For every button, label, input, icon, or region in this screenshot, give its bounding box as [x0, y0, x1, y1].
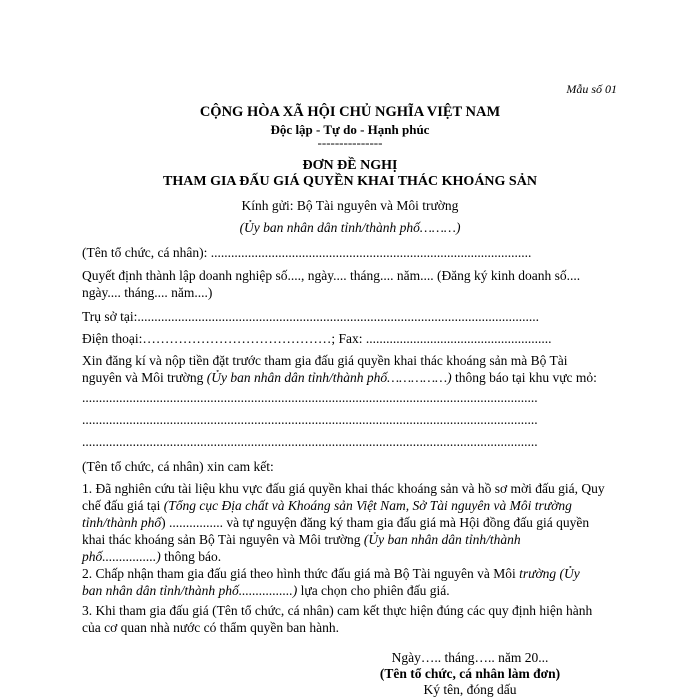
register-text-c: thông báo tại khu vực mỏ: [451, 370, 597, 385]
item-1-text-4a: khai thác khoáng sản Bộ Tài nguyên và Môi trường [82, 532, 364, 547]
item-2-text-1b: trường (Ủy [519, 566, 580, 581]
item-1-text-5a: phố................) [82, 549, 161, 564]
motto: Độc lập - Tự do - Hạnh phúc [270, 122, 430, 137]
item-2-text-2b: lựa chọn cho phiên đấu giá. [297, 583, 450, 598]
field-head-office [82, 308, 622, 325]
dotted-line-2: ....................................................................................................................................... [82, 412, 538, 427]
field-decision [82, 267, 622, 301]
dotted-line-3: ....................................................................................................................................... [82, 434, 538, 449]
signature-signer: (Tên tổ chức, cá nhân làm đơn) [379, 666, 561, 681]
commitment-heading [82, 458, 622, 475]
decision-line-2: ngày.... tháng.... năm....) [82, 285, 213, 300]
item-2-line-2 [82, 582, 622, 599]
item-1 [82, 480, 622, 565]
item-3-line-1: 3. Khi tham gia đấu giá (Tên tổ chức, cá nhân) cam kết thực hiện đúng các quy định hiện hành [82, 603, 593, 618]
item-1-text-2a: chế đấu giá tại [82, 498, 164, 513]
item-1-text-5b: thông báo. [160, 549, 222, 564]
item-1-line-2 [82, 497, 622, 514]
phone-fax-line: Điện thoại:……………………………………; Fax: ....................................................... [82, 331, 552, 346]
register-text-a: nguyên và Môi trường [82, 370, 207, 385]
item-3-line-2: của cơ quan nhà nước có thẩm quyền ban hành. [82, 620, 340, 635]
item-2-line-1 [82, 565, 622, 582]
mine-area-lines [82, 389, 622, 455]
signature-date: Ngày….. tháng….. năm 20... [391, 650, 549, 665]
head-office-line: Trụ sở tại:....................................................................................................................... [82, 309, 540, 324]
commitment-line: (Tên tổ chức, cá nhân) xin cam kết: [82, 459, 274, 474]
register-paragraph [82, 352, 622, 386]
register-line-2 [82, 369, 622, 386]
field-org-name [82, 244, 622, 261]
field-phone-fax [82, 330, 622, 347]
org-name-line: (Tên tổ chức, cá nhân): ............................................................................................... [82, 245, 532, 260]
item-1-text-3b: ) ................ và tự nguyện đăng ký tham gia đấu giá mà Hội đồng đấu giá quyền [161, 515, 590, 530]
separator: --------------- [317, 135, 383, 150]
form-number: Mẫu số 01 [566, 82, 617, 96]
item-1-line-1: 1. Đã nghiên cứu tài liệu khu vực đấu giá quyền khai thác khoáng sản và hồ sơ mời đấu giá, Quy [82, 481, 605, 496]
register-line-1: Xin đăng kí và nộp tiền đặt trước tham gia đấu giá quyền khai thác khoáng sản mà Bộ Tài [82, 353, 568, 368]
item-1-line-4 [82, 531, 622, 548]
dotted-line-1: ....................................................................................................................................... [82, 390, 538, 405]
item-2-text-1a: 2. Chấp nhận tham gia đấu giá theo hình thức đấu giá mà Bộ Tài nguyên và Môi [82, 566, 520, 581]
decision-line-1: Quyết định thành lập doanh nghiệp số...., ngày.... tháng.... năm.... (Đăng ký kinh doanh số.... [82, 268, 581, 283]
item-3 [82, 602, 622, 636]
item-2 [82, 565, 622, 599]
document-title: ĐƠN ĐỀ NGHỊ [302, 158, 398, 173]
item-1-text-3a: tỉnh/thành phố [82, 515, 162, 530]
document-subtitle: THAM GIA ĐẤU GIÁ QUYỀN KHAI THÁC KHOÁNG SẢN [163, 174, 537, 189]
item-1-text-2b: (Tổng cục Địa chất và Khoáng sản Việt Nam, Sở Tài nguyên và Môi trường [163, 498, 572, 513]
item-1-line-3 [82, 514, 622, 531]
national-title: CỘNG HÒA XÃ HỘI CHỦ NGHĨA VIỆT NAM [199, 104, 501, 120]
register-text-b: (Ủy ban nhân dân tỉnh/thành phố……………) [206, 370, 452, 385]
addressee-alt: (Ủy ban nhân dân tỉnh/thành phố………) [239, 220, 461, 235]
item-1-line-5 [82, 548, 622, 565]
addressee: Kính gửi: Bộ Tài nguyên và Môi trường [241, 198, 459, 213]
signature-note: Ký tên, đóng dấu [423, 682, 517, 697]
item-1-text-4b: (Ủy ban nhân dân tỉnh/thành [363, 532, 521, 547]
item-2-text-2a: ban nhân dân tỉnh/thành phố................) [82, 583, 298, 598]
